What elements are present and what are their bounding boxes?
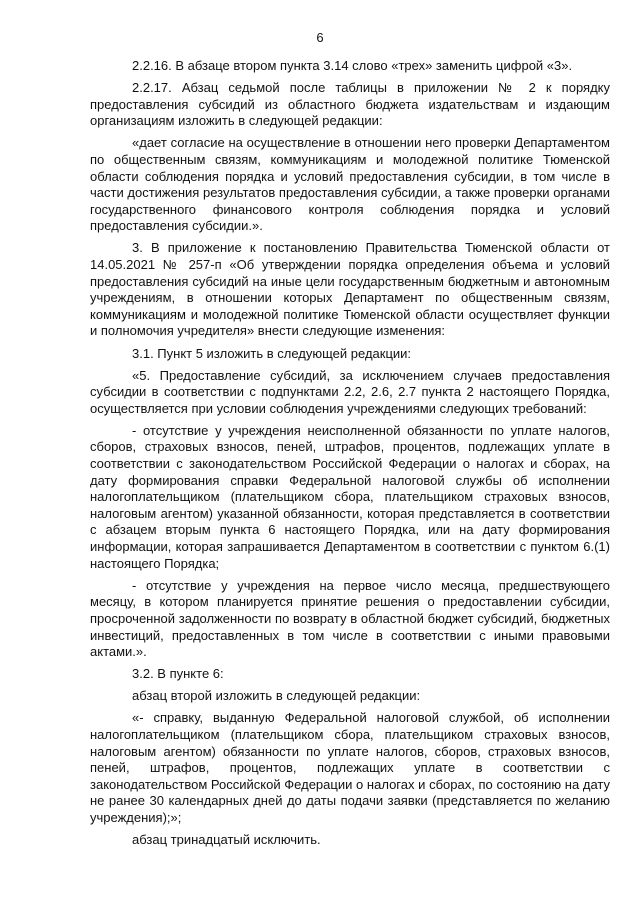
paragraph-3: 3. В приложение к постановлению Правительства Тюменской области от 14.05.2021 № 257-п «Об утверждении порядка определения объема и условий предоставления субсидий на иные цели государственным бюджетным и автономным учреждениям, в отношении которых Департамент по общественным связям, коммуникациям и молодежной политике Тюменской области осуществляет функции и полномочия учредителя» внести следующие изменения:: [90, 240, 610, 339]
paragraph-2-2-16: 2.2.16. В абзаце втором пункта 3.14 слово «трех» заменить цифрой «3».: [132, 58, 573, 73]
document-body: [90, 58, 610, 854]
paragraph-consent-quote: «дает согласие на осуществление в отношении него проверки Департаментом по общественным связям, коммуникациям и молодежной политике Тюменской области соблюдения порядка и условий предоставления субсидии, в том числе в части достижения результатов предоставления субсидии, а также проверки органами государственного финансового контроля соблюдения порядка и условий предоставления субсидии.».: [90, 135, 610, 234]
paragraph-thirteenth-abzac-delete: абзац тринадцатый исключить.: [132, 832, 321, 848]
paragraph-3-2: 3.2. В пункте 6:: [132, 666, 224, 682]
paragraph-3-1: 3.1. Пункт 5 изложить в следующей редакции:: [132, 345, 412, 361]
paragraph-certificate-quote: «- справку, выданную Федеральной налоговой службой, об исполнении налогоплательщиком (плательщиком сбора, плательщиком страховых взносов, налоговым агентом) обязанности по уплате налогов, сборов, страховых взносов, пеней, штрафов, процентов, подлежащих уплате в соответствии с законодательством Российской Федерации о налогах и сборах, по состоянию на дату не ранее 30 календарных дней до даты подачи заявки (представляется по желанию учреждения);»;: [90, 710, 610, 825]
paragraph-second-abzac-instruction: абзац второй изложить в следующей редакции:: [132, 688, 421, 704]
paragraph-requirement-tax-debt: - отсутствие у учреждения неисполненной обязанности по уплате налогов, сборов, страховых взносов, пеней, штрафов, процентов, подлежащих уплате в соответствии с законодательством Российской Федерации о налогах и сборах, на дату формирования справки Федеральной налоговой службы об исполнении налогоплательщиком (плательщиком сбора, плательщиком страховых взносов, налоговым агентом) указанной обязанности, которая представляется в соответствии с абзацем вторым пункта 6 настоящего Порядка, или на дату формирования информации, которая запрашивается Департаментом в соответствии с пунктом 6.(1) настоящего Порядка;: [90, 422, 610, 571]
page-number: 6: [316, 30, 324, 45]
paragraph-point-5-quote: «5. Предоставление субсидий, за исключением случаев предоставления субсидии в соответствии с подпунктами 2.2, 2.6, 2.7 пункта 2 настоящего Порядка, осуществляется при условии соблюдения учреждениями следующих требований:: [90, 367, 610, 416]
paragraph-2-2-17: 2.2.17. Абзац седьмой после таблицы в приложении № 2 к порядку предоставления субсидий из областного бюджета издательствам и издающим организациям изложить в следующей редакции:: [90, 80, 610, 129]
paragraph-requirement-overdue-debt: - отсутствие у учреждения на первое число месяца, предшествующего месяцу, в котором планируется принятие решения о предоставлении субсидии, просроченной задолженности по возврату в областной бюджет субсидий, бюджетных инвестиций, предоставленных в том числе в соответствии с иными правовыми актами.».: [90, 577, 610, 660]
